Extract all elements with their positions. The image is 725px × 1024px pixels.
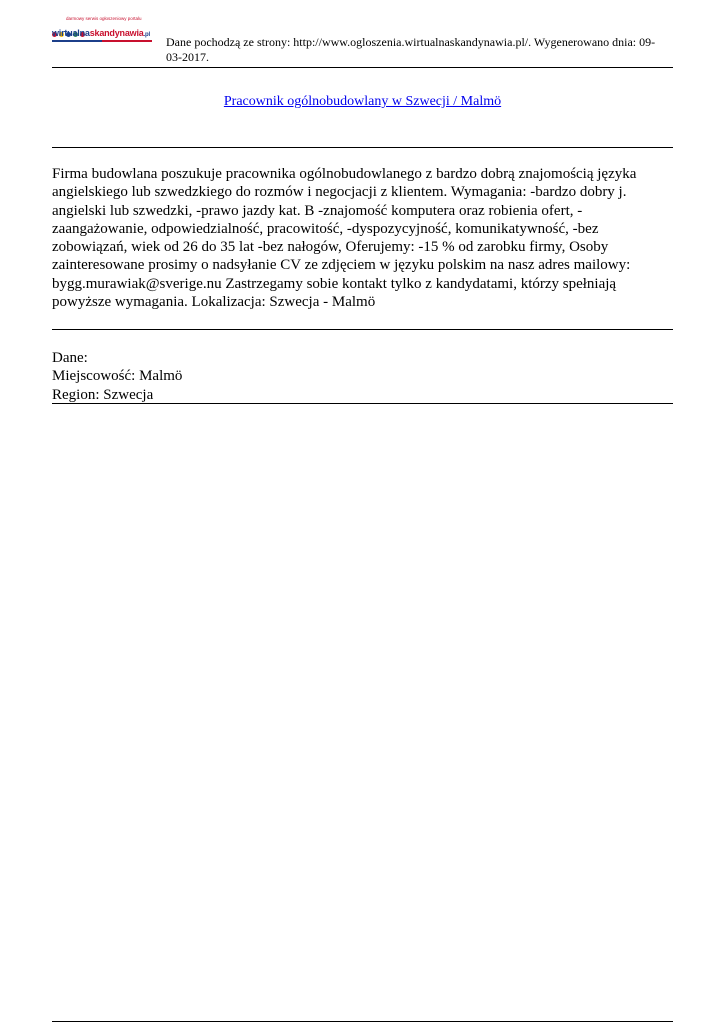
description-divider xyxy=(52,329,673,330)
ad-details xyxy=(52,349,673,404)
logo-wordmark xyxy=(52,28,150,38)
footer-divider xyxy=(52,1021,673,1022)
site-logo xyxy=(52,16,158,46)
header-divider xyxy=(52,67,673,68)
details-region: Region: Szwecja xyxy=(52,386,154,403)
logo-wordmark-part2: skandynawia xyxy=(89,28,144,38)
details-divider xyxy=(52,403,673,404)
ad-description: Firma budowlana poszukuje pracownika ogólnobudowlanego z bardzo dobrą znajomością języka angielskiego lub szwedzkiego do rozmów i negocjacji z klientem. Wymagania: -bardzo dobry j. angielski lub szwedzki, -prawo jazdy kat. B -znajomość komputera oraz robienia ofert, -zaangażowanie, odpowiedzialność, pracowitość, -dyspozycyjność, komunikatywność, -bez zobowiązań, wiek od 26 do 35 lat -bez nałogów, Oferujemy: -15 % od zarobku firmy, Osoby zainteresowane prosimy o nadsyłanie CV ze zdjęciem w języku polskim na nasz adres mailowy: bygg.murawiak@sverige.nu Zastrzegamy sobie kontakt tylko z kandydatami, którzy spełniają powyższe wymagania. Lokalizacja: Szwecja - Malmö xyxy=(52,166,637,311)
logo-wordmark-part3: .pl xyxy=(143,32,150,38)
logo-tagline: darmowy serwis ogłoszeniowy portalu xyxy=(66,16,142,21)
logo-underline xyxy=(52,40,152,42)
source-note: Dane pochodzą ze strony: http://www.ogloszenia.wirtualnaskandynawia.pl/. Wygenerowano dnia: 09-03-2017. xyxy=(166,35,656,64)
logo-wordmark-part1: wirtualna xyxy=(52,28,90,38)
details-locality: Miejscowość: Malmö xyxy=(52,368,183,385)
ad-title xyxy=(52,94,673,110)
details-heading: Dane: xyxy=(52,350,88,366)
ad-title-link[interactable]: Pracownik ogólnobudowlany w Szwecji / Malmö xyxy=(223,94,502,109)
title-divider xyxy=(52,147,673,148)
